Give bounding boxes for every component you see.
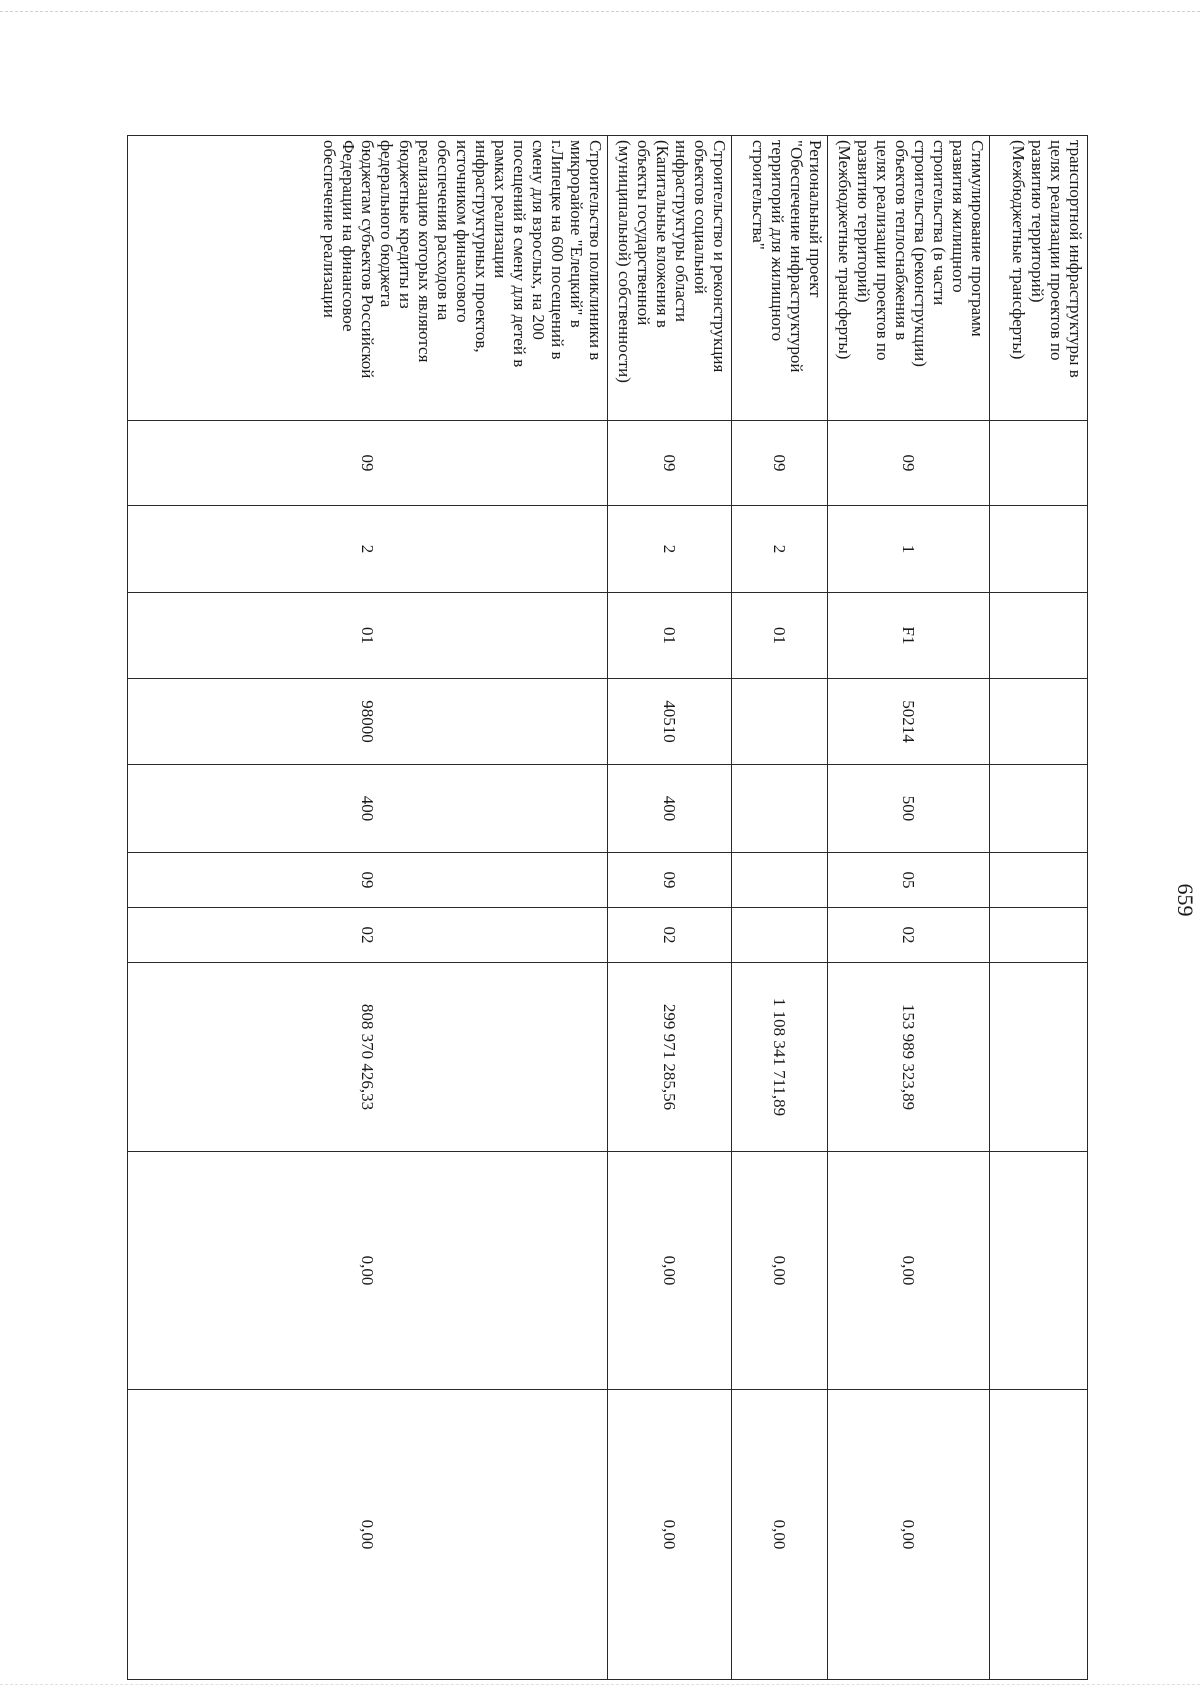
row-name-line: объектов теплоснабжения в (892, 140, 911, 341)
amount-year2-cell (128, 1152, 608, 1390)
subsection-value: 02 (899, 926, 918, 944)
row-name-line: целях реализации проектов по (1047, 140, 1066, 361)
amount-year1-cell (732, 963, 828, 1152)
row-name-line: развития жилищного (949, 140, 968, 293)
gp-code-cell (128, 421, 608, 506)
amount-year2-cell (608, 1152, 732, 1390)
section-cell (990, 853, 1088, 908)
amount-year3-value: 0,00 (770, 1519, 789, 1550)
scan-edge-top (0, 0, 1200, 12)
row-name-cell (732, 136, 828, 421)
amount-year3-cell (128, 1390, 608, 1680)
row-name-cell (990, 136, 1088, 421)
row-name-line: обеспечение реализации (320, 140, 339, 318)
row-name-line: развитию территорий) (854, 140, 873, 303)
row-name-line: территорий для жилищного (768, 140, 787, 342)
project-code-value: 01 (358, 627, 377, 644)
table-row (990, 136, 1088, 1680)
amount-year1-value: 153 989 323,89 (899, 1003, 918, 1111)
row-name-line: Строительство поликлиники в (586, 140, 605, 361)
section-cell (608, 853, 732, 908)
amount-year3-cell (608, 1390, 732, 1680)
subsection-cell (990, 908, 1088, 963)
row-name-cell (608, 136, 732, 421)
row-name-line: (Межбюджетные трансферты) (1009, 140, 1028, 360)
amount-year2-value: 0,00 (660, 1255, 679, 1286)
table-row (128, 136, 608, 1680)
row-name-line: бюджетные кредиты из (396, 140, 415, 309)
rotated-table-container (128, 135, 1088, 1679)
amount-year3-value: 0,00 (899, 1519, 918, 1550)
project-code-value: 01 (770, 627, 789, 644)
row-name-line: целях реализации проектов по (873, 140, 892, 361)
amount-year1-value: 1 108 341 711,89 (770, 997, 789, 1117)
subprogram-code-cell (732, 506, 828, 593)
expense-type-cell (608, 765, 732, 853)
subsection-value: 02 (660, 926, 679, 944)
amount-year1-value: 299 971 285,56 (660, 1003, 679, 1111)
row-name-line: строительства" (749, 140, 768, 250)
row-name-line: бюджетам субъектов Российской (358, 140, 377, 379)
amount-year1-cell (990, 963, 1088, 1152)
row-name-line: строительства (в части (930, 140, 949, 306)
section-value: 09 (660, 871, 679, 889)
row-name-line: (Капитальные вложения в (653, 140, 672, 328)
direction-code-value: 40510 (660, 700, 679, 743)
subprogram-code-value: 2 (660, 544, 679, 554)
project-code-cell (732, 593, 828, 679)
row-name-line: Стимулирование программ (968, 140, 987, 337)
row-name-line: транспортной инфраструктуры в (1066, 140, 1085, 378)
row-name-line: смену для взрослых, на 200 (529, 140, 548, 340)
subprogram-code-cell (990, 506, 1088, 593)
project-code-cell (128, 593, 608, 679)
subsection-cell (128, 908, 608, 963)
expense-type-cell (990, 765, 1088, 853)
direction-code-cell (608, 679, 732, 765)
row-name-line: реализацию которых являются (415, 140, 434, 363)
amount-year1-cell (128, 963, 608, 1152)
row-name-line: источником финансового (453, 140, 472, 323)
amount-year3-value: 0,00 (660, 1519, 679, 1550)
row-name-line: строительства (реконструкции) (911, 140, 930, 367)
gp-code-value: 09 (899, 454, 918, 472)
row-name-line: г.Липецке на 600 посещений в (548, 140, 567, 360)
gp-code-cell (828, 421, 990, 506)
scan-edge-bottom (0, 1684, 1200, 1697)
gp-code-value: 09 (660, 454, 679, 472)
amount-year2-cell (990, 1152, 1088, 1390)
subprogram-code-cell (128, 506, 608, 593)
section-value: 05 (899, 871, 918, 889)
project-code-cell (828, 593, 990, 679)
amount-year2-cell (732, 1152, 828, 1390)
direction-code-cell (828, 679, 990, 765)
table-row (828, 136, 990, 1680)
subprogram-code-value: 1 (899, 544, 918, 554)
gp-code-value: 09 (770, 454, 789, 472)
row-name-line: федерального бюджета (377, 140, 396, 308)
project-code-value: F1 (899, 626, 918, 645)
amount-year3-cell (990, 1390, 1088, 1680)
project-code-value: 01 (660, 627, 679, 644)
subprogram-code-cell (828, 506, 990, 593)
section-cell (128, 853, 608, 908)
subprogram-code-cell (608, 506, 732, 593)
amount-year1-cell (608, 963, 732, 1152)
expense-type-cell (128, 765, 608, 853)
section-cell (732, 853, 828, 908)
direction-code-value: 50214 (899, 700, 918, 743)
row-name-line: (Межбюджетные трансферты) (835, 140, 854, 360)
row-name-line: Региональный проект (806, 140, 825, 298)
row-name-line: микрорайоне "Елецкий" в (567, 140, 586, 328)
expense-type-value: 400 (660, 795, 679, 822)
expense-type-value: 500 (899, 795, 918, 822)
amount-year3-value: 0,00 (358, 1519, 377, 1550)
page-number: 659 (1173, 883, 1198, 917)
gp-code-value: 09 (358, 454, 377, 472)
row-name-line: Федерации на финансовое (339, 140, 358, 332)
section-cell (828, 853, 990, 908)
row-name-cell (128, 136, 608, 421)
amount-year2-value: 0,00 (358, 1255, 377, 1286)
row-name-line: объекты государственной (634, 140, 653, 326)
subsection-value: 02 (358, 926, 377, 944)
direction-code-cell (990, 679, 1088, 765)
gp-code-cell (608, 421, 732, 506)
amount-year2-cell (828, 1152, 990, 1390)
amount-year2-value: 0,00 (770, 1255, 789, 1286)
amount-year1-value: 808 370 426,33 (358, 1003, 377, 1111)
table-row (608, 136, 732, 1680)
amount-year1-cell (828, 963, 990, 1152)
direction-code-cell (128, 679, 608, 765)
table-row (732, 136, 828, 1680)
row-name-line: Строительство и реконструкция (710, 140, 729, 373)
section-value: 09 (358, 871, 377, 889)
amount-year3-cell (732, 1390, 828, 1680)
subsection-cell (608, 908, 732, 963)
row-name-line: развитию территорий) (1028, 140, 1047, 303)
row-name-line: инфраструктуры области (672, 140, 691, 322)
direction-code-cell (732, 679, 828, 765)
budget-table (127, 135, 1088, 1680)
subsection-cell (828, 908, 990, 963)
row-name-line: объектов социальной (691, 140, 710, 294)
row-name-line: "Обеспечение инфраструктурой (787, 140, 806, 373)
amount-year3-cell (828, 1390, 990, 1680)
subprogram-code-value: 2 (770, 544, 789, 554)
row-name-line: рамках реализации (491, 140, 510, 279)
expense-type-cell (732, 765, 828, 853)
row-name-line: обеспечения расходов на (434, 140, 453, 321)
row-name-cell (828, 136, 990, 421)
expense-type-value: 400 (358, 795, 377, 822)
row-name-line: (муниципальной) собственности) (615, 140, 634, 383)
project-code-cell (608, 593, 732, 679)
subprogram-code-value: 2 (358, 544, 377, 554)
table-body (128, 136, 1088, 1680)
expense-type-cell (828, 765, 990, 853)
gp-code-cell (990, 421, 1088, 506)
amount-year2-value: 0,00 (899, 1255, 918, 1286)
direction-code-value: 98000 (358, 700, 377, 743)
subsection-cell (732, 908, 828, 963)
gp-code-cell (732, 421, 828, 506)
row-name-line: посещений в смену для детей в (510, 140, 529, 368)
project-code-cell (990, 593, 1088, 679)
row-name-line: инфраструктурных проектов, (472, 140, 491, 353)
